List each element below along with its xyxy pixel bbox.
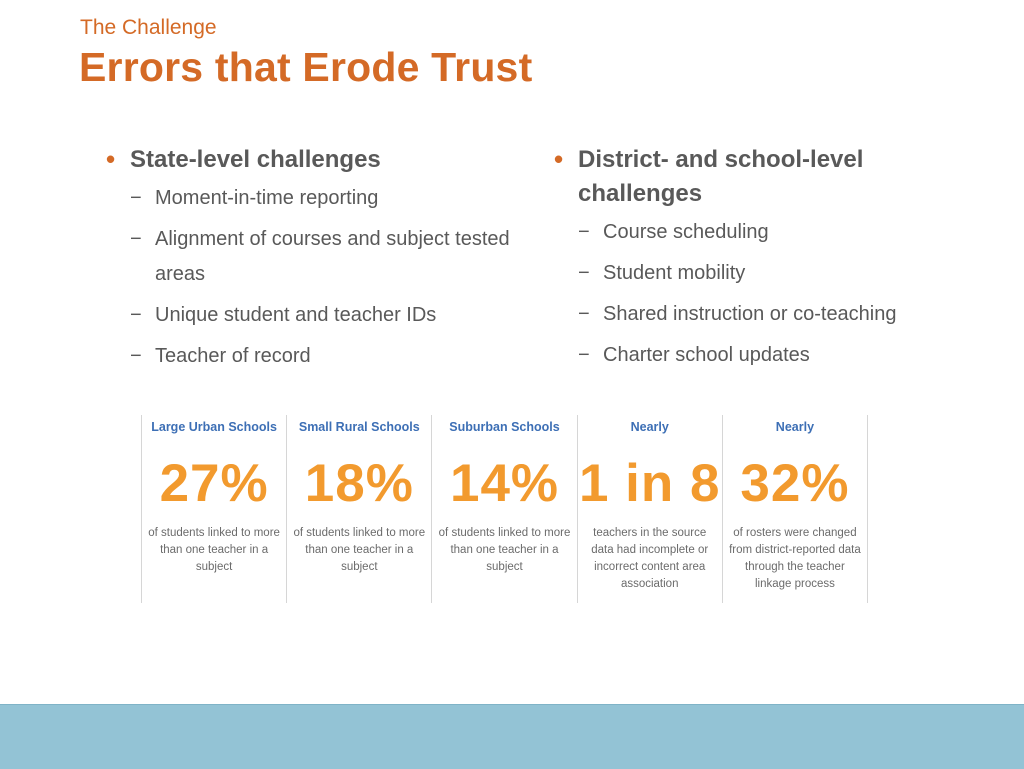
district-level-list — [554, 215, 974, 373]
list-item-text: Charter school updates — [603, 344, 810, 366]
slide-kicker: The Challenge — [80, 16, 217, 39]
stat-value: 14% — [449, 454, 560, 513]
stat-description: of rosters were changed from district-reported data through the teacher linkage process — [729, 527, 861, 590]
dash-icon: − — [130, 228, 142, 250]
state-level-list — [106, 181, 516, 374]
stat-description: teachers in the source data had incomplete or incorrect content area association — [591, 527, 709, 590]
dash-icon: − — [130, 187, 142, 209]
statistics-panel — [141, 415, 868, 603]
stat-label: Suburban Schools — [449, 420, 560, 434]
stat-card-rosters — [722, 415, 868, 603]
stat-card-suburban — [431, 415, 576, 603]
district-level-heading — [554, 143, 974, 211]
stat-description: of students linked to more than one teacher in a subject — [148, 527, 280, 573]
list-item — [106, 222, 516, 292]
list-item — [106, 339, 516, 374]
stat-value: 32% — [740, 454, 850, 513]
list-item-text: Alignment of courses and subject tested areas — [155, 228, 510, 285]
dash-icon: − — [578, 262, 590, 284]
dash-icon: − — [578, 221, 590, 243]
dash-icon: − — [578, 303, 590, 325]
dash-icon: − — [130, 304, 142, 326]
stat-card-large-urban — [141, 415, 286, 603]
stat-description: of students linked to more than one teacher in a subject — [293, 527, 426, 573]
state-level-column — [106, 143, 516, 380]
list-item-text: Course scheduling — [603, 221, 769, 243]
dash-icon: − — [130, 345, 142, 367]
stat-description: of students linked to more than one teacher in a subject — [438, 527, 571, 573]
list-item — [554, 297, 974, 332]
state-level-heading — [106, 143, 516, 177]
stat-value: 27% — [159, 454, 269, 513]
stat-value: 1 in 8 — [578, 454, 721, 513]
list-item — [554, 338, 974, 373]
stat-label: Nearly — [630, 420, 669, 434]
stat-card-teachers — [577, 415, 722, 603]
district-level-heading-text: District- and school-level challenges — [578, 146, 864, 207]
stat-label: Large Urban Schools — [151, 420, 277, 434]
list-item-text: Shared instruction or co-teaching — [603, 303, 897, 325]
list-item — [554, 215, 974, 250]
state-level-heading-text: State-level challenges — [130, 146, 381, 173]
list-item-text: Student mobility — [603, 262, 746, 284]
list-item — [106, 181, 516, 216]
stat-label: Small Rural Schools — [298, 420, 420, 434]
footer-band — [0, 704, 1024, 769]
list-item — [554, 256, 974, 291]
district-level-column — [554, 143, 974, 379]
slide-title: Errors that Erode Trust — [79, 44, 533, 90]
list-item — [106, 298, 516, 333]
bullet-icon: • — [106, 144, 116, 174]
stat-label: Nearly — [775, 420, 815, 434]
list-item-text: Moment-in-time reporting — [155, 187, 379, 209]
dash-icon: − — [578, 344, 590, 366]
list-item-text: Teacher of record — [155, 345, 311, 367]
list-item-text: Unique student and teacher IDs — [155, 304, 437, 326]
stat-card-small-rural — [286, 415, 431, 603]
stat-value: 18% — [304, 454, 414, 513]
bullet-icon: • — [554, 144, 564, 174]
